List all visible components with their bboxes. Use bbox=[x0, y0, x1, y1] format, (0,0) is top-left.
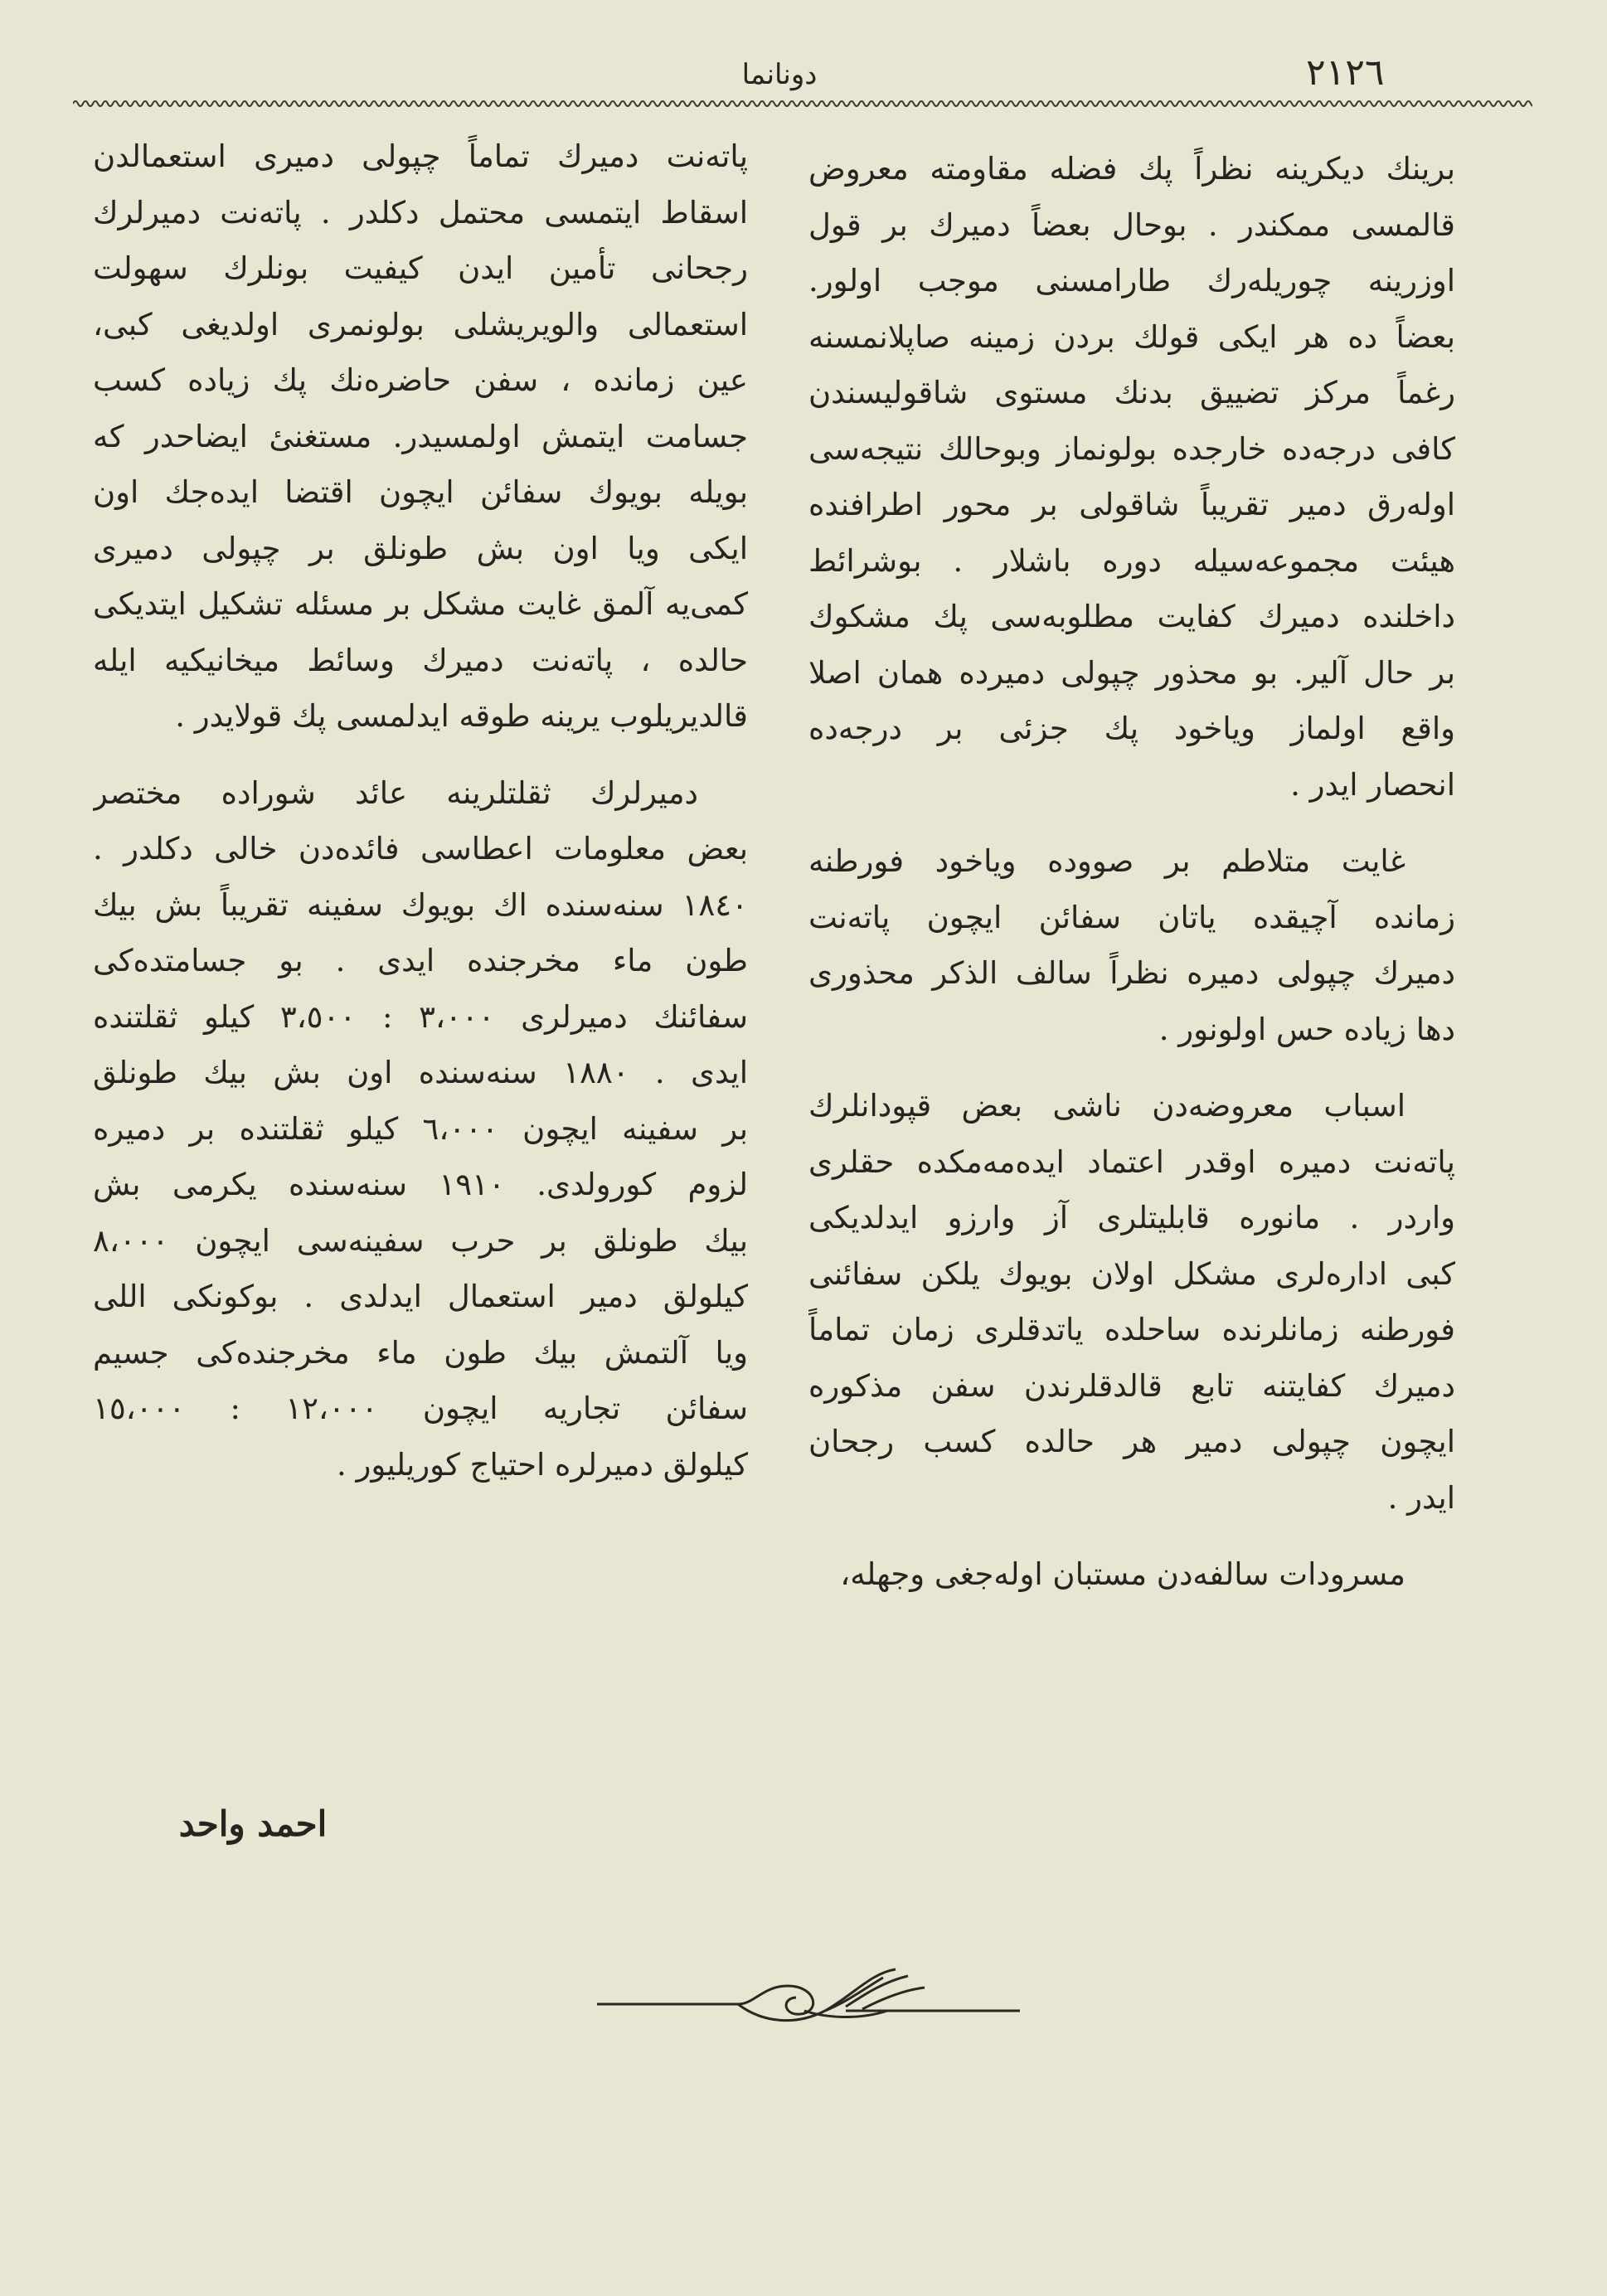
text-line: هيئت مجموعه‌سيله دوره باشلار . بوشرائط bbox=[808, 542, 1455, 579]
text-line: اوزرينه چوريله‌رك طارامسنی موجب اولور. bbox=[808, 263, 1455, 299]
text-line: ايكی ويا اون بش طونلق بر چپولی دميری bbox=[93, 530, 748, 566]
text-line: واردر . مانوره قابليتلری آز وارزو ايدلديكی bbox=[808, 1200, 1455, 1235]
text-line: كيلولق دميرلره احتياج كوريليور . bbox=[337, 1446, 748, 1483]
text-line: بويله بويوك سفائن ايچون اقتضا ايده‌جك اون bbox=[93, 474, 748, 510]
text-line: كيلولق دمير استعمال ايدلدی . بوكونكی اللی bbox=[93, 1279, 748, 1314]
text-line: فورطنه زمانلرنده ساحلده ياتدقلری زمان تماماً bbox=[808, 1312, 1455, 1347]
text-line: طون ماء مخرجنده ايدی . بو جسامتده‌كی bbox=[93, 943, 748, 978]
text-line: پاته‌نت دميرك تماماً چپولی دميری استعمالدن bbox=[93, 138, 748, 174]
text-line: حالده ، پاته‌نت دميرك وسائط ميخانيكيه ايله bbox=[93, 642, 748, 678]
text-line: جسامت ايتمش اولمسيدر. مستغنیٔ ايضاحدر كه bbox=[93, 418, 748, 454]
text-line: قالديريلوب يرينه طوقه ايدلمسی پك قولايدر . bbox=[175, 698, 748, 734]
author-signature: احمد واحد bbox=[178, 1803, 328, 1844]
text-line: بر حال آلير. بو محذور چپولی دميرده همان اصلا bbox=[808, 654, 1455, 691]
text-line: استعمالی والويريشلی بولونمری اولديغی كبی، bbox=[93, 306, 748, 342]
text-line: انحصار ايدر . bbox=[1290, 766, 1455, 803]
page-number: ٢١٢٦ bbox=[1306, 51, 1385, 94]
text-line: دميرك كفايتنه تابع قالدقلرندن سفن مذكوره bbox=[808, 1367, 1455, 1404]
text-line: مسرودات سالفه‌دن مستبان اوله‌جغی وجهله، bbox=[840, 1556, 1406, 1592]
text-line: بر سفينه ايچون ٦،٠٠٠ كيلو ثقلتنده بر دميره bbox=[93, 1110, 748, 1147]
text-line: رغماً مركز تضييق بدنك مستوی شاقوليسندن bbox=[808, 375, 1455, 410]
text-line: عين زمانده ، سفن حاضره‌نك پك زياده كسب bbox=[93, 362, 748, 398]
text-line: بعضاً ده هر ايكی قولك بردن زمينه صاپلانمسنه bbox=[808, 318, 1455, 355]
end-ornament bbox=[597, 1961, 1020, 2031]
text-line: بيك طونلق بر حرب سفينه‌سی ايچون ٨،٠٠٠ bbox=[93, 1222, 748, 1259]
text-line: كمی‌يه آلمق غايت مشكل بر مسئله تشكيل ايتديكی bbox=[93, 586, 748, 622]
text-line: واقع اولماز وياخود پك جزئی بر درجه‌ده bbox=[808, 711, 1455, 746]
right-text-column bbox=[808, 141, 1455, 1603]
text-line: كبی اداره‌لری مشكل اولان بويوك يلكن سفائنی bbox=[808, 1255, 1455, 1292]
text-line: سفائنك دميرلری ٣،٠٠٠ : ٣،٥٠٠ كيلو ثقلتنده bbox=[93, 998, 748, 1035]
text-line: دميرلرك ثقلتلرينه عائد شوراده مختصر bbox=[93, 774, 698, 811]
text-line: قالمسی ممكندر . بوحال بعضاً دميرك بر قول bbox=[808, 206, 1455, 243]
text-line: بعض معلومات اعطاسی فائده‌دن خالی دكلدر . bbox=[93, 831, 748, 866]
wavy-header-rule bbox=[73, 98, 1532, 109]
text-line: زمانده آچيقده ياتان سفائن ايچون پاته‌نت bbox=[808, 899, 1455, 935]
left-text-column bbox=[93, 129, 748, 1493]
text-line: دها زياده حس اولونور . bbox=[1158, 1011, 1455, 1047]
text-line: ايچون چپولی دمير هر حالده كسب رجحان bbox=[808, 1424, 1455, 1459]
text-line: سفائن تجاريه ايچون ١٢،٠٠٠ : ١٥،٠٠٠ bbox=[93, 1391, 748, 1426]
text-line: ايدر . bbox=[1387, 1479, 1455, 1516]
text-line: دميرك چپولی دميره نظراً سالف الذكر محذوری bbox=[808, 955, 1455, 991]
text-line: اوله‌رق دمير تقريباً شاقولی بر محور اطرافنده bbox=[808, 487, 1455, 522]
text-line: كافی درجه‌ده خارجده بولونماز وبوحالك نتيجه‌سی bbox=[808, 430, 1455, 467]
text-line: رجحانی تأمين ايدن كيفيت بونلرك سهولت bbox=[93, 250, 748, 286]
text-line: اسباب معروضه‌دن ناشی بعض قپودانلرك bbox=[808, 1088, 1406, 1124]
text-line: پاته‌نت دميره اوقدر اعتماد ايده‌مه‌مكده حقلری bbox=[808, 1143, 1455, 1180]
text-line: اسقاط ايتمسی محتمل دكلدر . پاته‌نت دميرلرك bbox=[93, 194, 748, 231]
running-title: دونانما bbox=[741, 58, 818, 91]
text-line: لزوم كورولدی. ١٩١٠ سنه‌سنده يكرمی بش bbox=[93, 1167, 748, 1202]
text-line: ويا آلتمش بيك طون ماء مخرجنده‌كی جسيم bbox=[93, 1334, 748, 1371]
text-line: غايت متلاطم بر صووده وياخود فورطنه bbox=[808, 843, 1406, 879]
text-line: داخلنده دميرك كفايت مطلوبه‌سی پك مشكوك bbox=[808, 599, 1455, 634]
text-line: برينك ديكرينه نظراً پك فضله مقاومته معروض bbox=[808, 151, 1455, 187]
text-line: ايدی . ١٨٨٠ سنه‌سنده اون بش بيك طونلق bbox=[93, 1055, 748, 1090]
text-line: ١٨٤٠ سنه‌سنده اك بويوك سفينه تقريباً بش بيك bbox=[93, 886, 748, 923]
